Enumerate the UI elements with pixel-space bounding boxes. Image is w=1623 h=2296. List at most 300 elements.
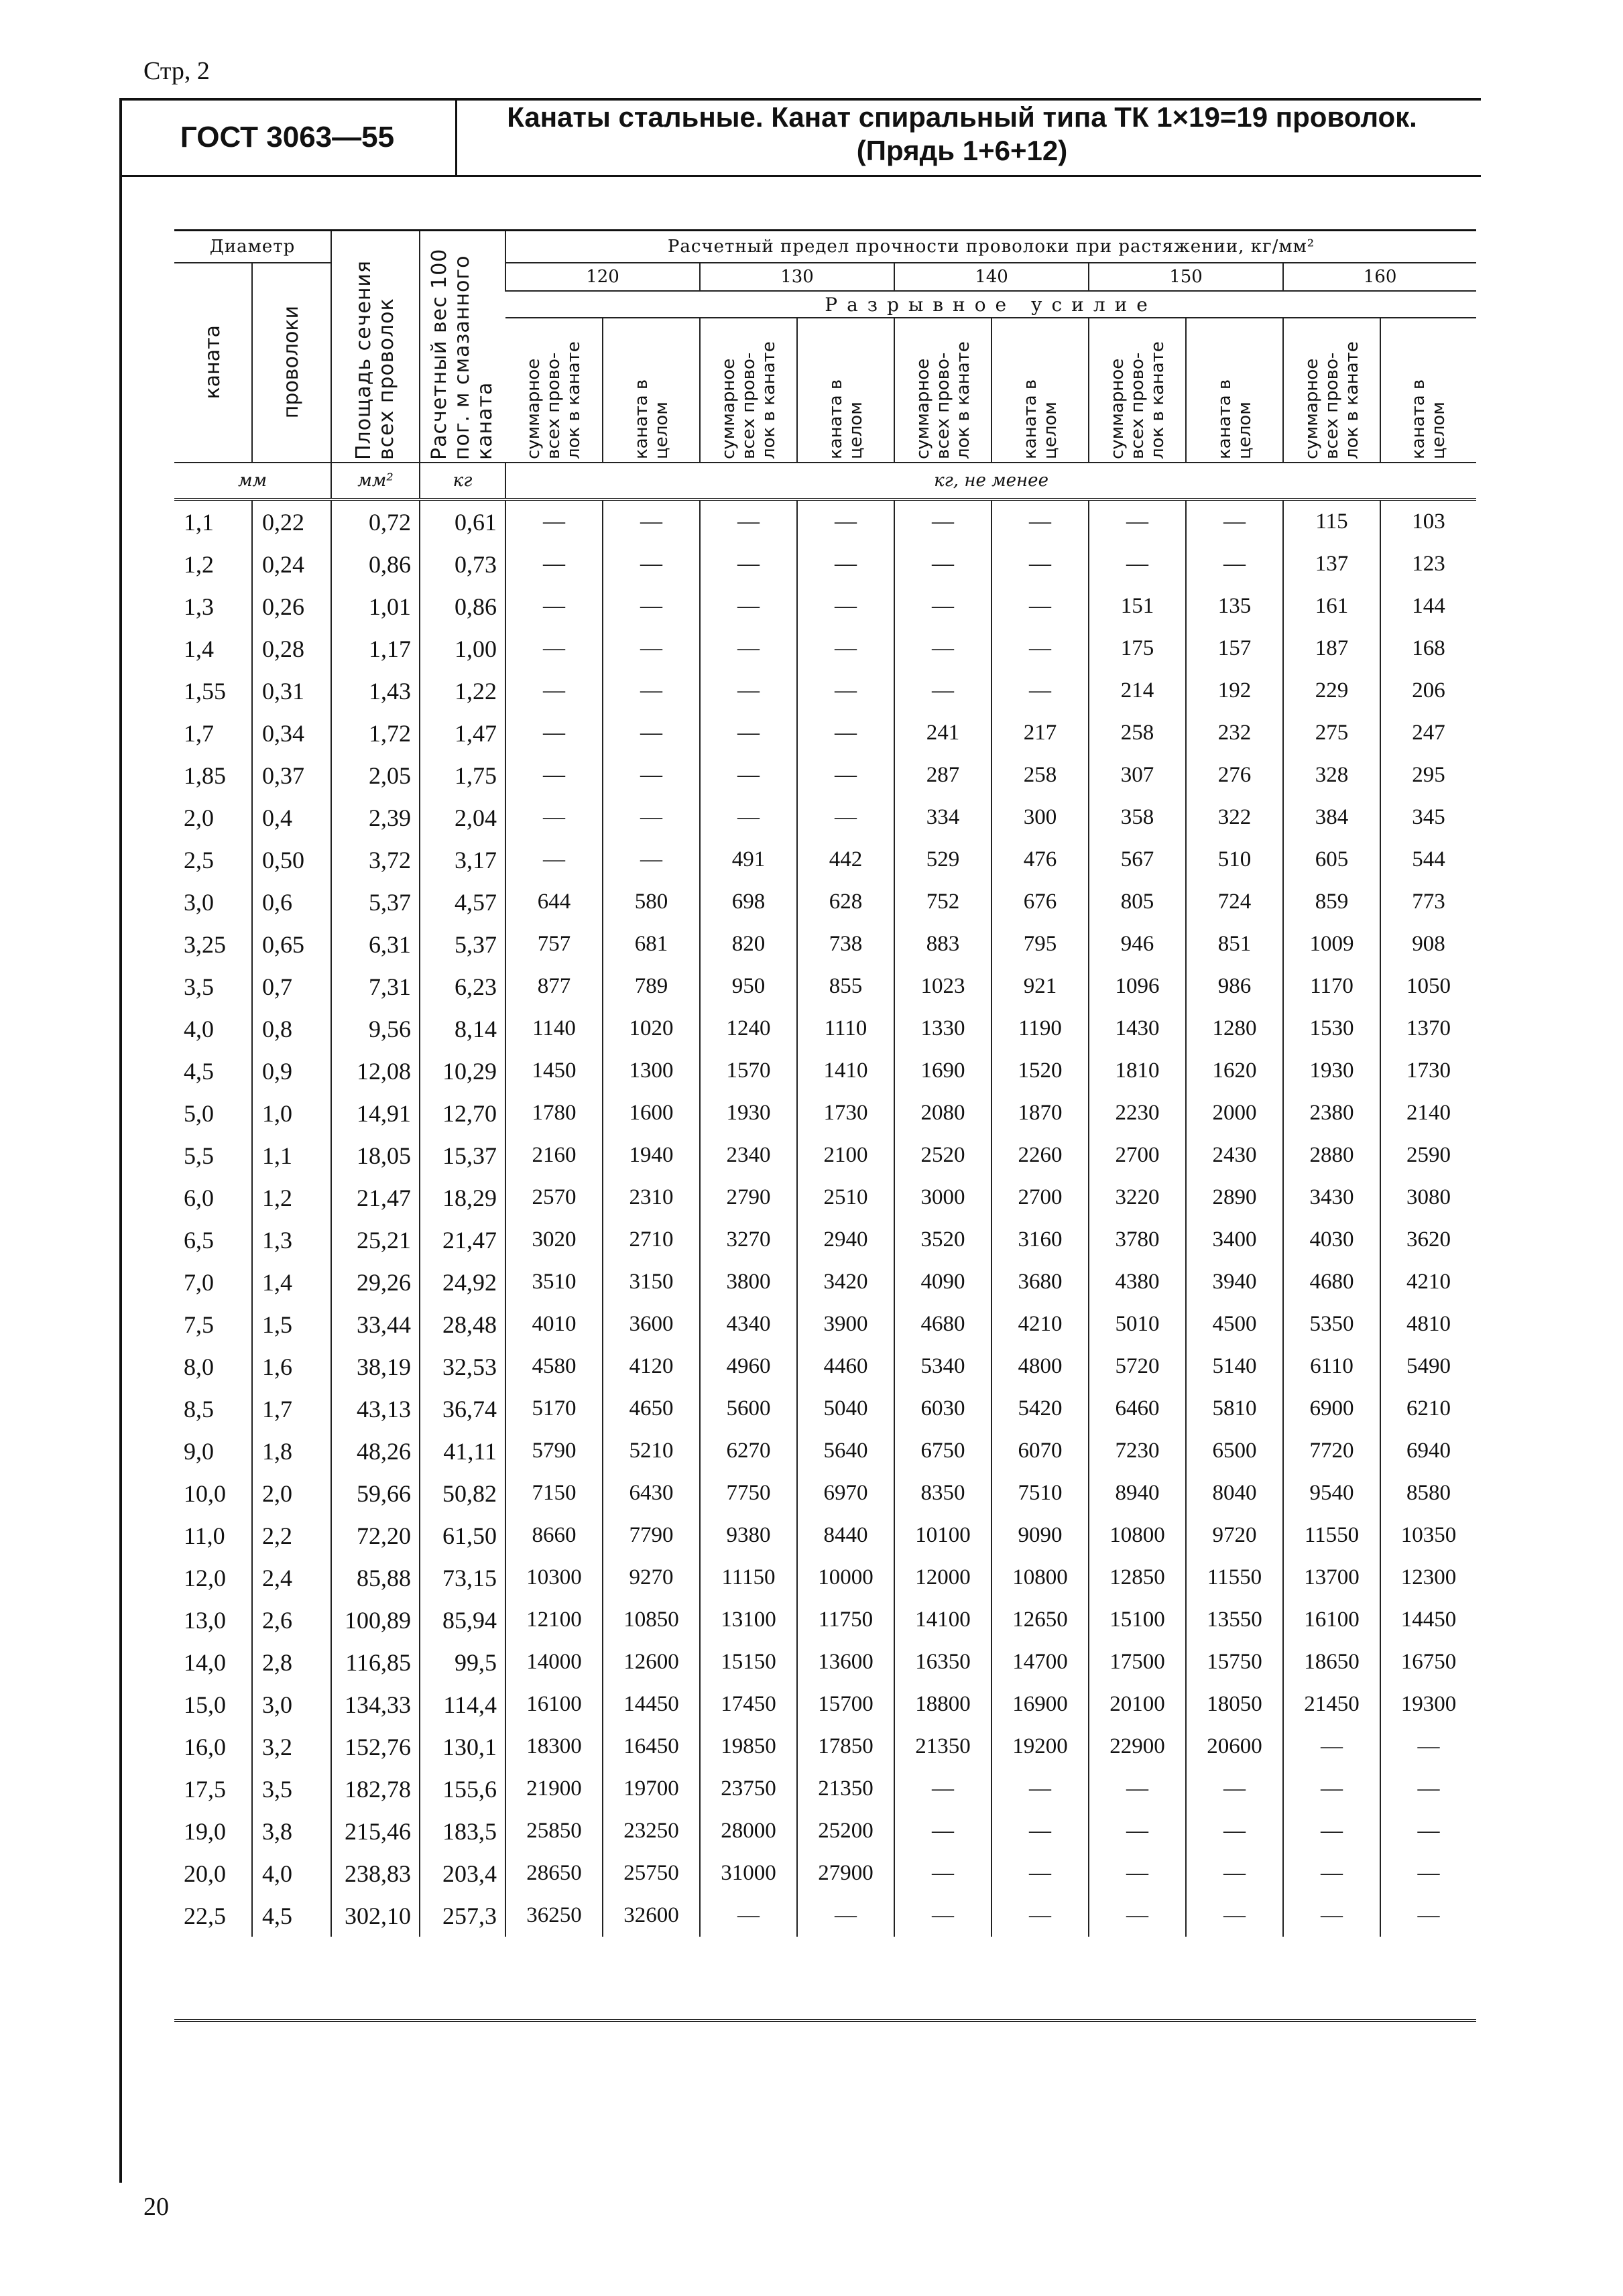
table-cell: 1,7 xyxy=(252,1388,331,1430)
table-cell: 1930 xyxy=(700,1092,797,1134)
table-cell: 3800 xyxy=(700,1261,797,1303)
table-cell: 21,47 xyxy=(420,1219,505,1261)
table-cell: 3510 xyxy=(505,1261,603,1303)
table-cell: 2790 xyxy=(700,1176,797,1219)
table-row xyxy=(174,1810,1476,1852)
table-cell: 3420 xyxy=(797,1261,894,1303)
table-cell: 773 xyxy=(1380,881,1476,923)
table-cell: — xyxy=(894,1852,991,1894)
table-cell: 15700 xyxy=(797,1683,894,1726)
table-cell: 877 xyxy=(505,965,603,1008)
table-cell: 2,8 xyxy=(252,1641,331,1683)
table-cell: 8350 xyxy=(894,1472,991,1514)
table-row xyxy=(174,499,1476,543)
table-cell: 4090 xyxy=(894,1261,991,1303)
table-cell: 217 xyxy=(991,712,1089,754)
table-cell: 1,85 xyxy=(184,762,226,789)
table-cell: 8440 xyxy=(797,1514,894,1557)
table-cell: 757 xyxy=(505,923,603,965)
table-cell: 2510 xyxy=(797,1176,894,1219)
table-cell: — xyxy=(991,1810,1089,1852)
table-cell: 168 xyxy=(1380,627,1476,670)
wire-diameter-text: проволоки xyxy=(280,306,303,419)
table-cell: 5420 xyxy=(991,1388,1089,1430)
table-cell: — xyxy=(991,1894,1089,1937)
table-cell: 258 xyxy=(1089,712,1186,754)
table-cell: — xyxy=(991,543,1089,585)
table-cell: 3220 xyxy=(1089,1176,1186,1219)
table-cell: — xyxy=(894,1768,991,1810)
table-cell: — xyxy=(1283,1726,1380,1768)
table-cell: 5040 xyxy=(797,1388,894,1430)
table-cell: — xyxy=(603,499,700,543)
table-cell: 3600 xyxy=(603,1303,700,1345)
table-cell: 986 xyxy=(1186,965,1283,1008)
table-cell: 4460 xyxy=(797,1345,894,1388)
table-cell: 1,4 xyxy=(184,635,214,662)
table-cell: 3080 xyxy=(1380,1176,1476,1219)
table-cell: 295 xyxy=(1380,754,1476,796)
table-cell: 5,0 xyxy=(184,1099,214,1127)
table-cell: — xyxy=(797,499,894,543)
table-cell: 22900 xyxy=(1089,1726,1186,1768)
table-cell: 5,37 xyxy=(331,881,420,923)
table-cell: 23750 xyxy=(700,1768,797,1810)
table-cell: 0,28 xyxy=(252,627,331,670)
table-cell: 25850 xyxy=(505,1810,603,1852)
table-cell: — xyxy=(1089,1852,1186,1894)
table-cell: 29,26 xyxy=(331,1261,420,1303)
table-cell: 72,20 xyxy=(331,1514,420,1557)
table-cell: — xyxy=(505,585,603,627)
table-cell: 820 xyxy=(700,923,797,965)
table-cell: 16,0 xyxy=(184,1733,226,1760)
strength-130: 130 xyxy=(700,263,894,291)
table-cell: 2000 xyxy=(1186,1092,1283,1134)
table-cell: 4810 xyxy=(1380,1303,1476,1345)
table-cell: 14100 xyxy=(894,1599,991,1641)
table-cell: 17450 xyxy=(700,1683,797,1726)
table-cell: 0,65 xyxy=(252,923,331,965)
table-cell: 946 xyxy=(1089,923,1186,965)
table-cell: 14450 xyxy=(603,1683,700,1726)
table-cell: 3940 xyxy=(1186,1261,1283,1303)
table-cell: 27900 xyxy=(797,1852,894,1894)
table-cell: 950 xyxy=(700,965,797,1008)
table-cell: — xyxy=(1089,499,1186,543)
sum-wires-text: суммарное всех прово-лок в канате xyxy=(1107,341,1168,459)
table-cell: 544 xyxy=(1380,839,1476,881)
table-cell: 0,50 xyxy=(252,839,331,881)
table-cell: 1330 xyxy=(894,1008,991,1050)
table-cell: 17850 xyxy=(797,1726,894,1768)
table-cell: 15,0 xyxy=(184,1691,226,1718)
table-cell: — xyxy=(603,796,700,839)
table-row xyxy=(174,965,1476,1008)
table-cell: 21900 xyxy=(505,1768,603,1810)
strength-160: 160 xyxy=(1283,263,1476,291)
table-cell: 23250 xyxy=(603,1810,700,1852)
rope-whole-header-120 xyxy=(603,318,700,463)
sum-wires-header-150 xyxy=(1089,318,1186,463)
table-cell: — xyxy=(700,670,797,712)
table-cell: 8040 xyxy=(1186,1472,1283,1514)
table-cell: 10,29 xyxy=(420,1050,505,1092)
table-cell: 32600 xyxy=(603,1894,700,1937)
table-cell: 1,55 xyxy=(184,677,226,705)
table-cell: 3020 xyxy=(505,1219,603,1261)
table-cell: 0,61 xyxy=(420,499,505,543)
table-cell: 192 xyxy=(1186,670,1283,712)
rope-diameter-text: каната xyxy=(200,325,225,400)
table-cell: 908 xyxy=(1380,923,1476,965)
table-cell: 5790 xyxy=(505,1430,603,1472)
table-cell: 20600 xyxy=(1186,1726,1283,1768)
table-cell: 6970 xyxy=(797,1472,894,1514)
table-cell: 17500 xyxy=(1089,1641,1186,1683)
table-cell: 241 xyxy=(894,712,991,754)
table-cell: 1,17 xyxy=(331,627,420,670)
table-cell: 137 xyxy=(1283,543,1380,585)
table-row xyxy=(174,754,1476,796)
table-cell: 789 xyxy=(603,965,700,1008)
table-cell: 10000 xyxy=(797,1557,894,1599)
table-cell: 3400 xyxy=(1186,1219,1283,1261)
table-cell: 21450 xyxy=(1283,1683,1380,1726)
table-cell: 9,0 xyxy=(184,1437,214,1465)
table-cell: 215,46 xyxy=(331,1810,420,1852)
table-row xyxy=(174,712,1476,754)
table-cell: 157 xyxy=(1186,627,1283,670)
weight-header xyxy=(420,231,505,463)
table-cell: 21350 xyxy=(894,1726,991,1768)
table-cell: 724 xyxy=(1186,881,1283,923)
table-cell: — xyxy=(1186,1852,1283,1894)
table-cell: 7230 xyxy=(1089,1430,1186,1472)
table-cell: 10300 xyxy=(505,1557,603,1599)
rope-diameter-header xyxy=(174,263,252,463)
table-cell: 3680 xyxy=(991,1261,1089,1303)
table-row xyxy=(174,1008,1476,1050)
table-row xyxy=(174,1894,1476,1937)
table-cell: 3,0 xyxy=(184,888,214,916)
table-cell: 155,6 xyxy=(420,1768,505,1810)
table-cell: 1280 xyxy=(1186,1008,1283,1050)
table-cell: 5340 xyxy=(894,1345,991,1388)
table-cell: 32,53 xyxy=(420,1345,505,1388)
document-title: Канаты стальные. Канат спиральный типа ТК 1×19=19 проволок. (Прядь 1+6+12) xyxy=(507,101,1417,166)
table-cell: — xyxy=(603,627,700,670)
table-cell: 476 xyxy=(991,839,1089,881)
table-cell: 99,5 xyxy=(420,1641,505,1683)
table-cell: 4030 xyxy=(1283,1219,1380,1261)
table-cell: 9090 xyxy=(991,1514,1089,1557)
table-cell: 5010 xyxy=(1089,1303,1186,1345)
strength-120: 120 xyxy=(505,263,700,291)
table-cell: 6,0 xyxy=(184,1184,214,1211)
table-cell: 115 xyxy=(1283,499,1380,543)
table-cell: 510 xyxy=(1186,839,1283,881)
table-cell: 8940 xyxy=(1089,1472,1186,1514)
table-cell: 7750 xyxy=(700,1472,797,1514)
table-cell: 6750 xyxy=(894,1430,991,1472)
table-row xyxy=(174,1514,1476,1557)
table-cell: 13600 xyxy=(797,1641,894,1683)
table-cell: — xyxy=(894,1894,991,1937)
table-cell: 4680 xyxy=(894,1303,991,1345)
table-row xyxy=(174,585,1476,627)
table-cell: 2140 xyxy=(1380,1092,1476,1134)
page-number: 20 xyxy=(143,2193,169,2221)
table-cell: 14700 xyxy=(991,1641,1089,1683)
table-cell: 24,92 xyxy=(420,1261,505,1303)
table-cell: — xyxy=(505,796,603,839)
table-cell: 17,5 xyxy=(184,1775,226,1803)
table-cell: — xyxy=(894,627,991,670)
table-cell: 2160 xyxy=(505,1134,603,1176)
table-cell: 1780 xyxy=(505,1092,603,1134)
table-row xyxy=(174,1472,1476,1514)
table-cell: 16750 xyxy=(1380,1641,1476,1683)
table-cell: 2430 xyxy=(1186,1134,1283,1176)
table-cell: 1,00 xyxy=(420,627,505,670)
table-cell: 6030 xyxy=(894,1388,991,1430)
table-cell: 20100 xyxy=(1089,1683,1186,1726)
table-bottom-rule xyxy=(174,2019,1476,2022)
table-cell: 3,0 xyxy=(252,1683,331,1726)
table-cell: 275 xyxy=(1283,712,1380,754)
table-cell: 302,10 xyxy=(331,1894,420,1937)
table-cell: 2,5 xyxy=(184,846,214,873)
table-cell: 7,0 xyxy=(184,1268,214,1296)
table-cell: 1410 xyxy=(797,1050,894,1092)
strength-150: 150 xyxy=(1089,263,1283,291)
table-cell: 28,48 xyxy=(420,1303,505,1345)
table-cell: 8580 xyxy=(1380,1472,1476,1514)
table-cell: — xyxy=(991,585,1089,627)
table-cell: 2710 xyxy=(603,1219,700,1261)
table-row xyxy=(174,796,1476,839)
breaking-force-table xyxy=(174,229,1476,1937)
rope-whole-header-160 xyxy=(1380,318,1476,463)
table-cell: 6070 xyxy=(991,1430,1089,1472)
table-cell: 676 xyxy=(991,881,1089,923)
table-cell: — xyxy=(991,1852,1089,1894)
table-cell: 13100 xyxy=(700,1599,797,1641)
table-cell: 2080 xyxy=(894,1092,991,1134)
table-cell: 12300 xyxy=(1380,1557,1476,1599)
table-cell: — xyxy=(1380,1810,1476,1852)
table-cell: 12,08 xyxy=(331,1050,420,1092)
table-cell: 16100 xyxy=(505,1683,603,1726)
table-row xyxy=(174,1599,1476,1641)
table-cell: 28000 xyxy=(700,1810,797,1852)
table-cell: 152,76 xyxy=(331,1726,420,1768)
table-row xyxy=(174,1557,1476,1599)
table-cell: 3430 xyxy=(1283,1176,1380,1219)
table-cell: 5170 xyxy=(505,1388,603,1430)
table-cell: 7510 xyxy=(991,1472,1089,1514)
table-cell: 10,0 xyxy=(184,1479,226,1507)
table-cell: 16450 xyxy=(603,1726,700,1768)
table-row xyxy=(174,881,1476,923)
table-cell: 4120 xyxy=(603,1345,700,1388)
table-cell: 36,74 xyxy=(420,1388,505,1430)
table-cell: — xyxy=(991,499,1089,543)
table-cell: — xyxy=(603,585,700,627)
rope-whole-text: каната в целом xyxy=(1408,379,1449,459)
table-cell: — xyxy=(505,754,603,796)
table-cell: 1140 xyxy=(505,1008,603,1050)
table-cell: 151 xyxy=(1089,585,1186,627)
table-cell: 4960 xyxy=(700,1345,797,1388)
table-cell: 4210 xyxy=(991,1303,1089,1345)
table-cell: 85,94 xyxy=(420,1599,505,1641)
table-cell: 3780 xyxy=(1089,1219,1186,1261)
table-row xyxy=(174,1726,1476,1768)
table-cell: 6110 xyxy=(1283,1345,1380,1388)
table-cell: 8,14 xyxy=(420,1008,505,1050)
table-cell: 1110 xyxy=(797,1008,894,1050)
table-cell: — xyxy=(797,627,894,670)
table-cell: 3900 xyxy=(797,1303,894,1345)
table-cell: 1520 xyxy=(991,1050,1089,1092)
table-cell: 0,37 xyxy=(252,754,331,796)
table-cell: 1,3 xyxy=(184,593,214,620)
table-cell: 1,1 xyxy=(184,508,214,536)
table-cell: — xyxy=(797,585,894,627)
unit-mm2: мм² xyxy=(331,463,420,499)
table-cell: — xyxy=(1186,499,1283,543)
table-cell: 18050 xyxy=(1186,1683,1283,1726)
table-cell: 206 xyxy=(1380,670,1476,712)
table-row xyxy=(174,670,1476,712)
table-cell: 161 xyxy=(1283,585,1380,627)
table-row xyxy=(174,543,1476,585)
table-cell: 276 xyxy=(1186,754,1283,796)
table-row xyxy=(174,1430,1476,1472)
table-cell: 300 xyxy=(991,796,1089,839)
unit-kg: кг xyxy=(420,463,505,499)
table-cell: — xyxy=(991,627,1089,670)
table-cell: — xyxy=(797,712,894,754)
table-cell: 1,7 xyxy=(184,719,214,747)
sum-wires-header-140 xyxy=(894,318,991,463)
table-cell: 3520 xyxy=(894,1219,991,1261)
table-cell: 358 xyxy=(1089,796,1186,839)
table-cell: 0,8 xyxy=(252,1008,331,1050)
table-row xyxy=(174,1176,1476,1219)
table-cell: 6430 xyxy=(603,1472,700,1514)
table-cell: — xyxy=(1186,543,1283,585)
table-cell: 1300 xyxy=(603,1050,700,1092)
table-cell: 10800 xyxy=(1089,1514,1186,1557)
table-row xyxy=(174,1134,1476,1176)
table-cell: 384 xyxy=(1283,796,1380,839)
table-cell: 3160 xyxy=(991,1219,1089,1261)
table-row xyxy=(174,839,1476,881)
table-cell: 100,89 xyxy=(331,1599,420,1641)
table-cell: — xyxy=(1283,1768,1380,1810)
table-cell: 16350 xyxy=(894,1641,991,1683)
table-cell: — xyxy=(700,1894,797,1937)
table-cell: — xyxy=(505,499,603,543)
rope-whole-text: каната в целом xyxy=(1214,379,1255,459)
table-cell: 2700 xyxy=(991,1176,1089,1219)
table-cell: 6500 xyxy=(1186,1430,1283,1472)
table-cell: 7,5 xyxy=(184,1311,214,1338)
table-cell: 1450 xyxy=(505,1050,603,1092)
table-cell: 5490 xyxy=(1380,1345,1476,1388)
table-cell: 6940 xyxy=(1380,1430,1476,1472)
table-cell: 921 xyxy=(991,965,1089,1008)
table-cell: 21350 xyxy=(797,1768,894,1810)
table-cell: 491 xyxy=(700,839,797,881)
rope-whole-text: каната в целом xyxy=(1020,379,1061,459)
table-cell: 2230 xyxy=(1089,1092,1186,1134)
table-cell: 2,2 xyxy=(252,1514,331,1557)
table-cell: — xyxy=(894,585,991,627)
table-cell: 12850 xyxy=(1089,1557,1186,1599)
table-cell: 33,44 xyxy=(331,1303,420,1345)
table-cell: — xyxy=(991,1768,1089,1810)
table-cell: 6210 xyxy=(1380,1388,1476,1430)
table-cell: 2,04 xyxy=(420,796,505,839)
table-cell: 287 xyxy=(894,754,991,796)
table-cell: 6270 xyxy=(700,1430,797,1472)
table-cell: 85,88 xyxy=(331,1557,420,1599)
table-cell: 18300 xyxy=(505,1726,603,1768)
table-cell: 10100 xyxy=(894,1514,991,1557)
sum-wires-text: суммарное всех прово-лок в канате xyxy=(1301,341,1362,459)
table-cell: 4,57 xyxy=(420,881,505,923)
table-row xyxy=(174,1050,1476,1092)
table-cell: 3150 xyxy=(603,1261,700,1303)
table-row xyxy=(174,1641,1476,1683)
table-cell: — xyxy=(894,499,991,543)
table-cell: 0,34 xyxy=(252,712,331,754)
table-cell: 0,73 xyxy=(420,543,505,585)
table-cell: 229 xyxy=(1283,670,1380,712)
table-cell: 19200 xyxy=(991,1726,1089,1768)
table-cell: 14,91 xyxy=(331,1092,420,1134)
table-cell: 6,31 xyxy=(331,923,420,965)
table-row xyxy=(174,1261,1476,1303)
table-cell: 114,4 xyxy=(420,1683,505,1726)
table-cell: — xyxy=(700,499,797,543)
table-cell: 12100 xyxy=(505,1599,603,1641)
table-cell: 1050 xyxy=(1380,965,1476,1008)
table-cell: — xyxy=(603,754,700,796)
table-cell: 859 xyxy=(1283,881,1380,923)
rope-whole-header-140 xyxy=(991,318,1089,463)
table-cell: 21,47 xyxy=(331,1176,420,1219)
table-cell: 10350 xyxy=(1380,1514,1476,1557)
strength-group-header: Расчетный предел прочности проволоки при растяжении, кг/мм² xyxy=(505,231,1476,263)
table-cell: — xyxy=(1089,1768,1186,1810)
table-cell: 855 xyxy=(797,965,894,1008)
table-cell: 1,1 xyxy=(252,1134,331,1176)
table-cell: 7720 xyxy=(1283,1430,1380,1472)
table-cell: 203,4 xyxy=(420,1852,505,1894)
table-cell: 1930 xyxy=(1283,1050,1380,1092)
table-cell: 3,25 xyxy=(184,930,226,958)
table-cell: 12600 xyxy=(603,1641,700,1683)
sum-wires-header-130 xyxy=(700,318,797,463)
table-cell: 123 xyxy=(1380,543,1476,585)
table-cell: — xyxy=(603,670,700,712)
table-row xyxy=(174,1219,1476,1261)
